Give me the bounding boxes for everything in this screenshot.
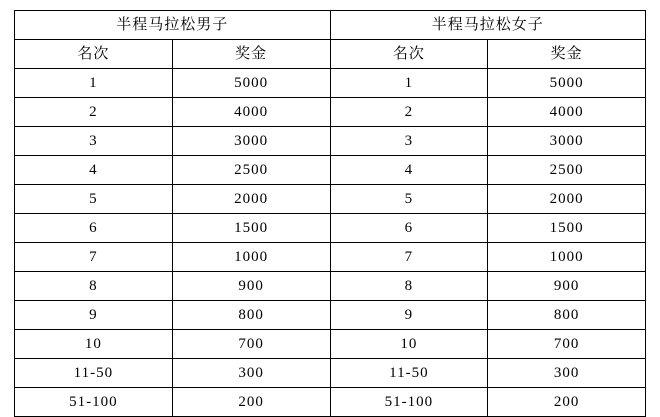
cell-rank-women: 6: [330, 214, 488, 243]
cell-prize-women: 4000: [488, 98, 646, 127]
cell-rank-women: 1: [330, 69, 488, 98]
cell-prize-women: 2000: [488, 185, 646, 214]
cell-rank-men: 11-50: [15, 359, 173, 388]
cell-rank-men: 2: [15, 98, 173, 127]
cell-rank-men: 9: [15, 301, 173, 330]
group-header-men: 半程马拉松男子: [15, 11, 331, 40]
cell-rank-women: 4: [330, 156, 488, 185]
group-header-women: 半程马拉松女子: [330, 11, 646, 40]
table-column-header-row: [15, 40, 646, 69]
cell-prize-women: 1500: [488, 214, 646, 243]
cell-rank-women: 11-50: [330, 359, 488, 388]
table-row: [15, 69, 646, 98]
table-row: [15, 359, 646, 388]
cell-rank-men: 7: [15, 243, 173, 272]
cell-prize-men: 200: [172, 388, 330, 417]
table-row: [15, 243, 646, 272]
table-row: [15, 301, 646, 330]
column-header-prize-men: 奖金: [172, 40, 330, 69]
cell-prize-men: 2000: [172, 185, 330, 214]
cell-prize-men: 5000: [172, 69, 330, 98]
cell-prize-women: 2500: [488, 156, 646, 185]
cell-rank-women: 9: [330, 301, 488, 330]
column-header-prize-women: 奖金: [488, 40, 646, 69]
cell-prize-men: 1500: [172, 214, 330, 243]
table-row: [15, 156, 646, 185]
table-group-header-row: [15, 11, 646, 40]
cell-rank-men: 4: [15, 156, 173, 185]
cell-rank-women: 5: [330, 185, 488, 214]
cell-prize-women: 700: [488, 330, 646, 359]
cell-rank-women: 51-100: [330, 388, 488, 417]
cell-rank-men: 3: [15, 127, 173, 156]
cell-prize-men: 300: [172, 359, 330, 388]
cell-prize-men: 2500: [172, 156, 330, 185]
cell-prize-women: 900: [488, 272, 646, 301]
cell-prize-men: 800: [172, 301, 330, 330]
table-row: [15, 214, 646, 243]
table-row: [15, 388, 646, 417]
prize-money-table: [14, 10, 646, 417]
cell-rank-men: 6: [15, 214, 173, 243]
table-row: [15, 98, 646, 127]
table-row: [15, 127, 646, 156]
table-row: [15, 272, 646, 301]
cell-prize-women: 300: [488, 359, 646, 388]
column-header-rank-men: 名次: [15, 40, 173, 69]
cell-rank-men: 10: [15, 330, 173, 359]
cell-rank-women: 7: [330, 243, 488, 272]
cell-prize-men: 4000: [172, 98, 330, 127]
table-row: [15, 330, 646, 359]
cell-rank-women: 2: [330, 98, 488, 127]
cell-prize-women: 1000: [488, 243, 646, 272]
column-header-rank-women: 名次: [330, 40, 488, 69]
cell-prize-men: 1000: [172, 243, 330, 272]
cell-rank-men: 51-100: [15, 388, 173, 417]
cell-rank-women: 3: [330, 127, 488, 156]
cell-prize-men: 700: [172, 330, 330, 359]
cell-rank-men: 1: [15, 69, 173, 98]
cell-rank-men: 5: [15, 185, 173, 214]
table-row: [15, 185, 646, 214]
cell-rank-women: 10: [330, 330, 488, 359]
cell-rank-women: 8: [330, 272, 488, 301]
cell-prize-men: 900: [172, 272, 330, 301]
cell-prize-women: 200: [488, 388, 646, 417]
cell-rank-men: 8: [15, 272, 173, 301]
cell-prize-women: 3000: [488, 127, 646, 156]
cell-prize-men: 3000: [172, 127, 330, 156]
cell-prize-women: 5000: [488, 69, 646, 98]
cell-prize-women: 800: [488, 301, 646, 330]
